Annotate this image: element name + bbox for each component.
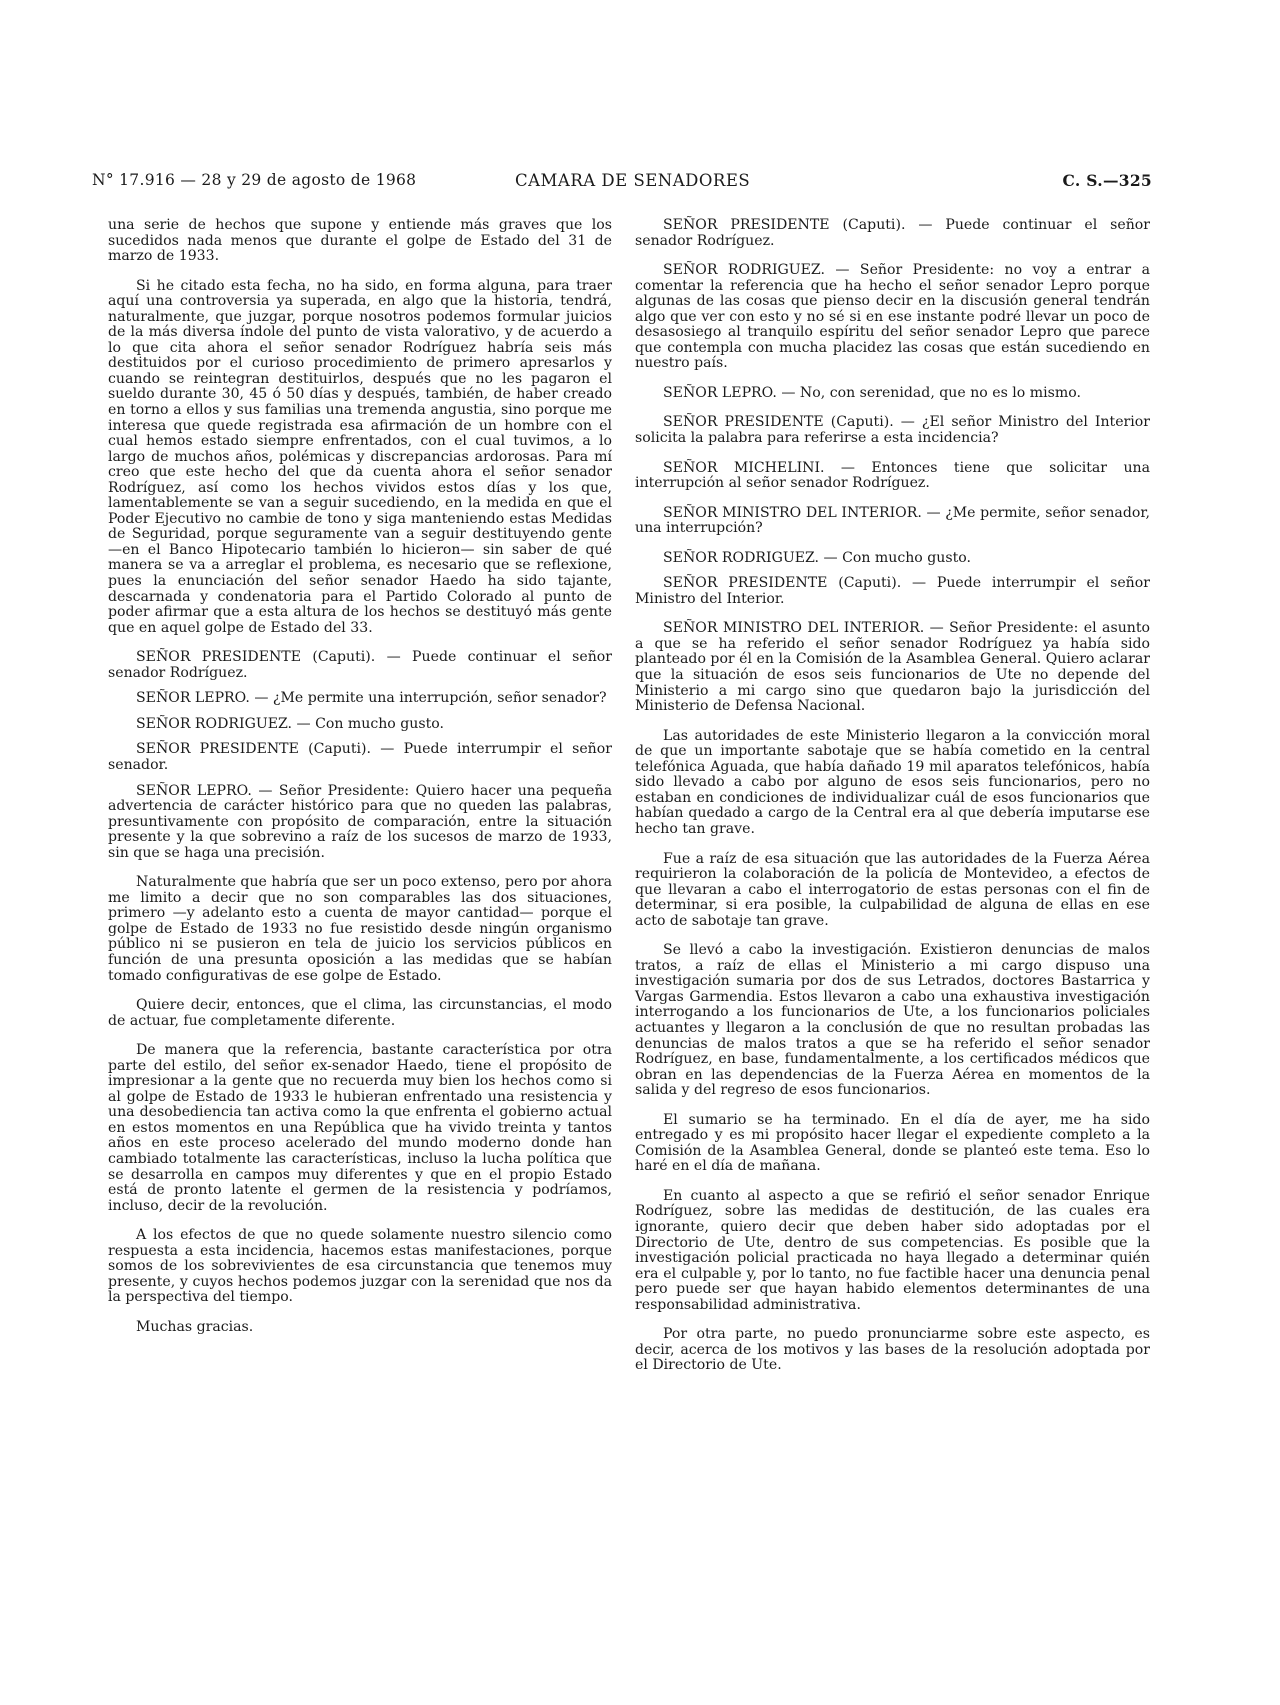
paragraph: Se llevó a cabo la investigación. Existieron denuncias de malos tratos, a raíz de ellas el Ministerio a mi cargo dispuso una investigación sumaria por dos de sus Letrados, doctores Bastarrica y Vargas Garmendia. Estos llevaron a cabo una exhaustiva investigación interrogando a los funcionarios de Ute, a los funcionarios policiales actuantes y llegaron a la conclusión de que no resultan probadas las denuncias de malos tratos a que se ha referido el señor senador Rodríguez, en base, fundamentalmente, a los certificados médicos que obran en las dependencias de la Fuerza Aérea en momentos de la salida y del regreso de esos funcionarios. <box>635 942 1150 1099</box>
paragraph: Muchas gracias. <box>136 1318 254 1335</box>
paragraph: SEÑOR LEPRO. — Señor Presidente: Quiero hacer una pequeña advertencia de carácter histórico para que no queden las palabras, presuntivamente con propósito de comparación, entre la situación presente y la que sobrevino a raíz de los sucesos de marzo de 1933, sin que se haga una precisión. <box>108 782 612 861</box>
chamber-title: CAMARA DE SENADORES <box>515 171 751 190</box>
paragraph: SEÑOR PRESIDENTE (Caputi). — Puede continuar el señor senador Rodríguez. <box>635 217 1150 249</box>
paragraph: Por otra parte, no puedo pronunciarme sobre este aspecto, es decir, acerca de los motivos y las bases de la resolución adoptada por el Directorio de Ute. <box>635 1326 1150 1374</box>
paragraph: Las autoridades de este Ministerio llegaron a la convicción moral de que un importante sabotaje que se había cometido en la central telefónica Aguada, que había dañado 19 mil aparatos telefónicos, había sido llevado a cabo por alguno de esos seis funcionarios, pero no estaban en condiciones de individualizar cuál de esos funcionarios que habían quedado a cargo de la Central era al que debería imputarse ese hecho tan grave. <box>635 727 1150 837</box>
paragraph: SEÑOR PRESIDENTE (Caputi). — Puede continuar el señor senador Rodríguez. <box>108 649 612 681</box>
paragraph: Naturalmente que habría que ser un poco extenso, pero por ahora me limito a decir que no son comparables las dos situaciones, primero —y adelanto esto a cuenta de mayor cantidad— porque el golpe de Estado de 1933 no fue resistido desde ningún organismo público ni se pusieron en tela de juicio los servicios públicos en función de una presunta oposición a las medidas que se habían tomado configurativas de ese golpe de Estado. <box>108 874 612 984</box>
paragraph: Quiere decir, entonces, que el clima, las circunstancias, el modo de actuar, fue completamente diferente. <box>108 997 612 1029</box>
paragraph: SEÑOR RODRIGUEZ. — Con mucho gusto. <box>663 549 971 566</box>
paragraph: SEÑOR PRESIDENTE (Caputi). — Puede interrumpir el señor Ministro del Interior. <box>635 575 1150 607</box>
paragraph: SEÑOR RODRIGUEZ. — Con mucho gusto. <box>136 715 444 732</box>
paragraph: Si he citado esta fecha, no ha sido, en forma alguna, para traer aquí una controversia ya superada, en algo que la historia, tendrá, naturalmente, que juzgar, porque nosotros podemos formular juicios de la más diversa índole del punto de vista valorativo, y de acuerdo a lo que cita ahora el señor senador Rodríguez habría seis más destituidos por el curioso procedimiento de primero apresarlos y cuando se reintegran destituirlos, después que no les pagaron el sueldo durante 30, 45 ó 50 días y después, también, de haber creado en torno a ellos y sus familias una tremenda angustia, sino porque me interesa que quede registrada esa afirmación de un hombre con el cual hemos estado siempre enfrentados, con el cual tuvimos, a lo largo de muchos años, polémicas y discrepancias ardorosas. Para mí creo que este hecho del que da cuenta ahora el señor senador Rodríguez, así como los hechos vividos estos días y los que, lamentablemente se van a seguir sucediendo, en la medida en que el Poder Ejecutivo no cambie de tono y siga manteniendo estas Medidas de Seguridad, porque seguramente van a seguir destituyendo gente —en el Banco Hipotecario también lo hicieron— sin saber de qué manera se va a arreglar el problema, es necesario que se reflexione, pues la enunciación del señor senador Haedo ha sido tajante, descarnada y condenatoria para el Partido Colorado al punto de poder afirmar que a esta altura de los hechos se destituyó más gente que en aquel golpe de Estado del 33. <box>108 277 612 636</box>
paragraph: SEÑOR RODRIGUEZ. — Señor Presidente: no voy a entrar a comentar la referencia que ha hecho el señor senador Lepro porque algunas de las cosas que pienso decir en la discusión general tendrán algo que ver con esto y no sé si en ese instante podré llevar un poco de desasosiego al tranquilo espíritu del señor senador Lepro que parece que contempla con mucha placidez las cosas que están sucediendo en nuestro país. <box>635 262 1150 372</box>
paragraph: una serie de hechos que supone y entiende más graves que los sucedidos nada menos que durante el golpe de Estado del 31 de marzo de 1933. <box>108 217 612 265</box>
right-column <box>635 218 1150 1388</box>
paragraph: SEÑOR PRESIDENTE (Caputi). — ¿El señor Ministro del Interior solicita la palabra para referirse a esta incidencia? <box>635 414 1150 447</box>
paragraph: SEÑOR LEPRO. — No, con serenidad, que no es lo mismo. <box>663 384 1081 401</box>
paragraph: SEÑOR MINISTRO DEL INTERIOR. — ¿Me permite, señor senador, una interrupción? <box>635 504 1150 537</box>
paragraph: SEÑOR PRESIDENTE (Caputi). — Puede interrumpir el señor senador. <box>108 741 612 773</box>
issue-number-date: N° 17.916 — 28 y 29 de agosto de 1968 <box>92 171 417 189</box>
paragraph: El sumario se ha terminado. En el día de ayer, me ha sido entregado y es mi propósito hacer llegar el expediente completo a la Comisión de la Asamblea General, donde se planteó este tema. Eso lo haré en el día de mañana. <box>635 1111 1150 1175</box>
left-column <box>108 218 612 1349</box>
paragraph: En cuanto al aspecto a que se refirió el señor senador Enrique Rodríguez, sobre las medidas de destitución, de las cuales era ignorante, quiero decir que deben haber sido adoptadas por el Directorio de Ute, dentro de sus competencias. Es posible que la investigación policial practicada no haya llegado a determinar quién era el culpable y, por lo tanto, no fue factible hacer una denuncia penal pero puede ser que hayan habido elementos determinantes de una responsabilidad administrativa. <box>635 1187 1150 1313</box>
paragraph: SEÑOR MINISTRO DEL INTERIOR. — Señor Presidente: el asunto a que se ha referido el señor senador Rodríguez ya había sido planteado por él en la Comisión de la Asamblea General. Quiero aclarar que la situación de esos seis funcionarios de Ute no depende del Ministerio a mi cargo sino que quedaron bajo la jurisdicción del Ministerio de Defensa Nacional. <box>635 620 1150 715</box>
paragraph: SEÑOR MICHELINI. — Entonces tiene que solicitar una interrupción al señor senador Rodríguez. <box>635 459 1150 492</box>
page-header <box>92 171 1152 193</box>
paragraph: De manera que la referencia, bastante característica por otra parte del estilo, del señor ex-senador Haedo, tiene el propósito de impresionar a la gente que no recuerda muy bien los hechos como si al golpe de Estado de 1933 le hubieran enfrentado una resistencia y una desobediencia tan activa como la que enfrenta el gobierno actual en estos momentos en una República que ha vivido treinta y tantos años en este proceso acelerado del mundo moderno donde han cambiado totalmente las características, incluso la lucha política que se desarrolla en campos muy diferentes y que en el propio Estado está de pronto latente el germen de la resistencia y podríamos, incluso, decir de la revolución. <box>108 1042 612 1214</box>
paragraph: SEÑOR LEPRO. — ¿Me permite una interrupción, señor senador? <box>136 690 607 707</box>
paragraph: Fue a raíz de esa situación que las autoridades de la Fuerza Aérea requirieron la colaboración de la policía de Montevideo, a efectos de que llevaran a cabo el interrogatorio de estas personas con el fin de determinar, si era posible, la culpabilidad de alguna de ellas en ese acto de sabotaje tan grave. <box>635 850 1150 929</box>
paragraph: A los efectos de que no quede solamente nuestro silencio como respuesta a esta incidencia, hacemos estas manifestaciones, porque somos de los sobrevivientes de esa circunstancia que tenemos muy presente, y cuyos hechos podemos juzgar con la serenidad que nos da la perspectiva del tiempo. <box>108 1227 612 1306</box>
page-number: C. S.—325 <box>1062 171 1152 190</box>
